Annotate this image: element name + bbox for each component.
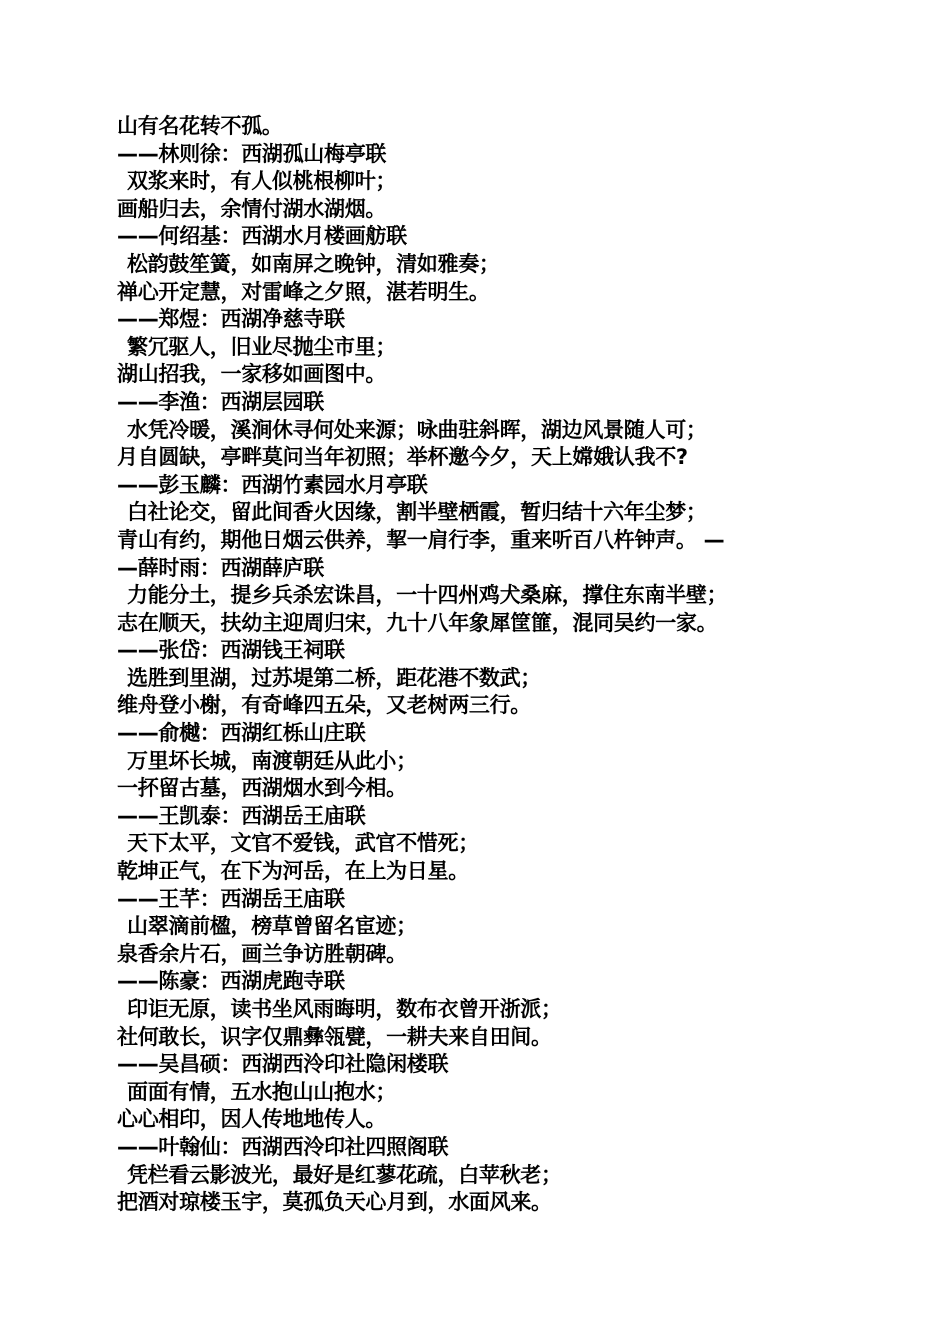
text-line: 凭栏看云影波光，最好是红蓼花疏，白苹秋老； xyxy=(127,1162,562,1187)
attribution-line: ——王芊：西湖岳王庙联 xyxy=(117,886,345,911)
text-line: 松韵鼓笙簧，如南屏之晚钟，清如雅奏； xyxy=(127,251,500,276)
text-line: 双浆来时，有人似桃根柳叶； xyxy=(127,169,397,194)
text-line: 青山有约，期他日烟云供养，挈一肩行李，重来听百八杵钟声。 — xyxy=(117,527,725,552)
attribution-line: ——王凯泰：西湖岳王庙联 xyxy=(117,803,366,828)
attribution-line: ——叶翰仙：西湖西泠印社四照阁联 xyxy=(117,1134,449,1159)
text-line: 社何敢长，识字仅鼎彝瓴甓，一耕夫来自田间。 xyxy=(117,1024,552,1049)
text-line: 天下太平，文官不爱钱，武官不惜死； xyxy=(127,831,479,856)
text-line: 万里坏长城，南渡朝廷从此小； xyxy=(127,748,417,773)
attribution-line: ——郑煜：西湖净慈寺联 xyxy=(117,307,345,332)
text-line: 泉香余片石，画兰争访胜朝碑。 xyxy=(117,941,407,966)
text-line: 乾坤正气，在下为河岳，在上为日星。 xyxy=(117,859,469,884)
text-line: 维舟登小榭，有奇峰四五朵，又老树两三行。 xyxy=(117,693,531,718)
text-line: 心心相印，因人传地地传人。 xyxy=(117,1107,387,1132)
text-line: 一抔留古墓，西湖烟水到今相。 xyxy=(117,776,407,801)
attribution-line: ——陈豪：西湖虎跑寺联 xyxy=(117,969,345,994)
text-line: 白社论交，留此间香火因缘，割半壁栖霞，暂归结十六年尘梦； xyxy=(127,500,707,525)
text-line: 力能分土，提乡兵杀宏诛昌，一十四州鸡犬桑麻，撑住东南半壁； xyxy=(127,583,728,608)
text-line: 印讵无原，读书坐风雨晦明，数布衣曾开浙派； xyxy=(127,997,562,1021)
text-line: 选胜到里湖，过苏堤第二桥，距花港不数武； xyxy=(127,665,541,690)
text-line: 水凭冷暖，溪涧休寻何处来源；咏曲驻斜晖，湖边风景随人可； xyxy=(127,417,707,442)
attribution-line: ——张岱：西湖钱王祠联 xyxy=(117,638,345,663)
attribution-line: ——吴昌硕：西湖西泠印社隐闲楼联 xyxy=(117,1052,449,1077)
attribution-line: ——林则徐：西湖孤山梅亭联 xyxy=(117,141,387,166)
text-line: 月自圆缺，亭畔莫问当年初照；举杯邀今夕，天上嫦娥认我不? xyxy=(117,445,688,470)
attribution-line: ——彭玉麟：西湖竹素园水月亭联 xyxy=(117,472,428,497)
attribution-line: ——何绍基：西湖水月楼画舫联 xyxy=(117,224,407,249)
text-line: 繁冗驱人，旧业尽抛尘市里； xyxy=(127,334,397,359)
attribution-line: ——俞樾：西湖红栎山庄联 xyxy=(117,721,366,746)
text-line: 山翠滴前楹，榜草曾留名宦迹； xyxy=(127,914,417,939)
text-line: 志在顺天，扶幼主迎周归宋，九十八年象犀筐篚，混同吴约一家。 xyxy=(117,610,718,635)
attribution-line: ——李渔：西湖层园联 xyxy=(117,389,324,414)
couplet-text-body xyxy=(117,113,817,1217)
text-line: 把酒对琼楼玉宇，莫孤负天心月到，水面风来。 xyxy=(117,1190,552,1215)
text-line: 禅心开定慧，对雷峰之夕照，湛若明生。 xyxy=(117,279,490,304)
text-line: 画船归去，余情付湖水湖烟。 xyxy=(117,196,387,221)
text-line: 湖山招我，一家移如画图中。 xyxy=(117,362,387,387)
attribution-line: —薛时雨：西湖薛庐联 xyxy=(117,555,324,580)
text-line: 山有名花转不孤。 xyxy=(117,114,283,138)
text-line: 面面有情，五水抱山山抱水； xyxy=(127,1079,397,1104)
